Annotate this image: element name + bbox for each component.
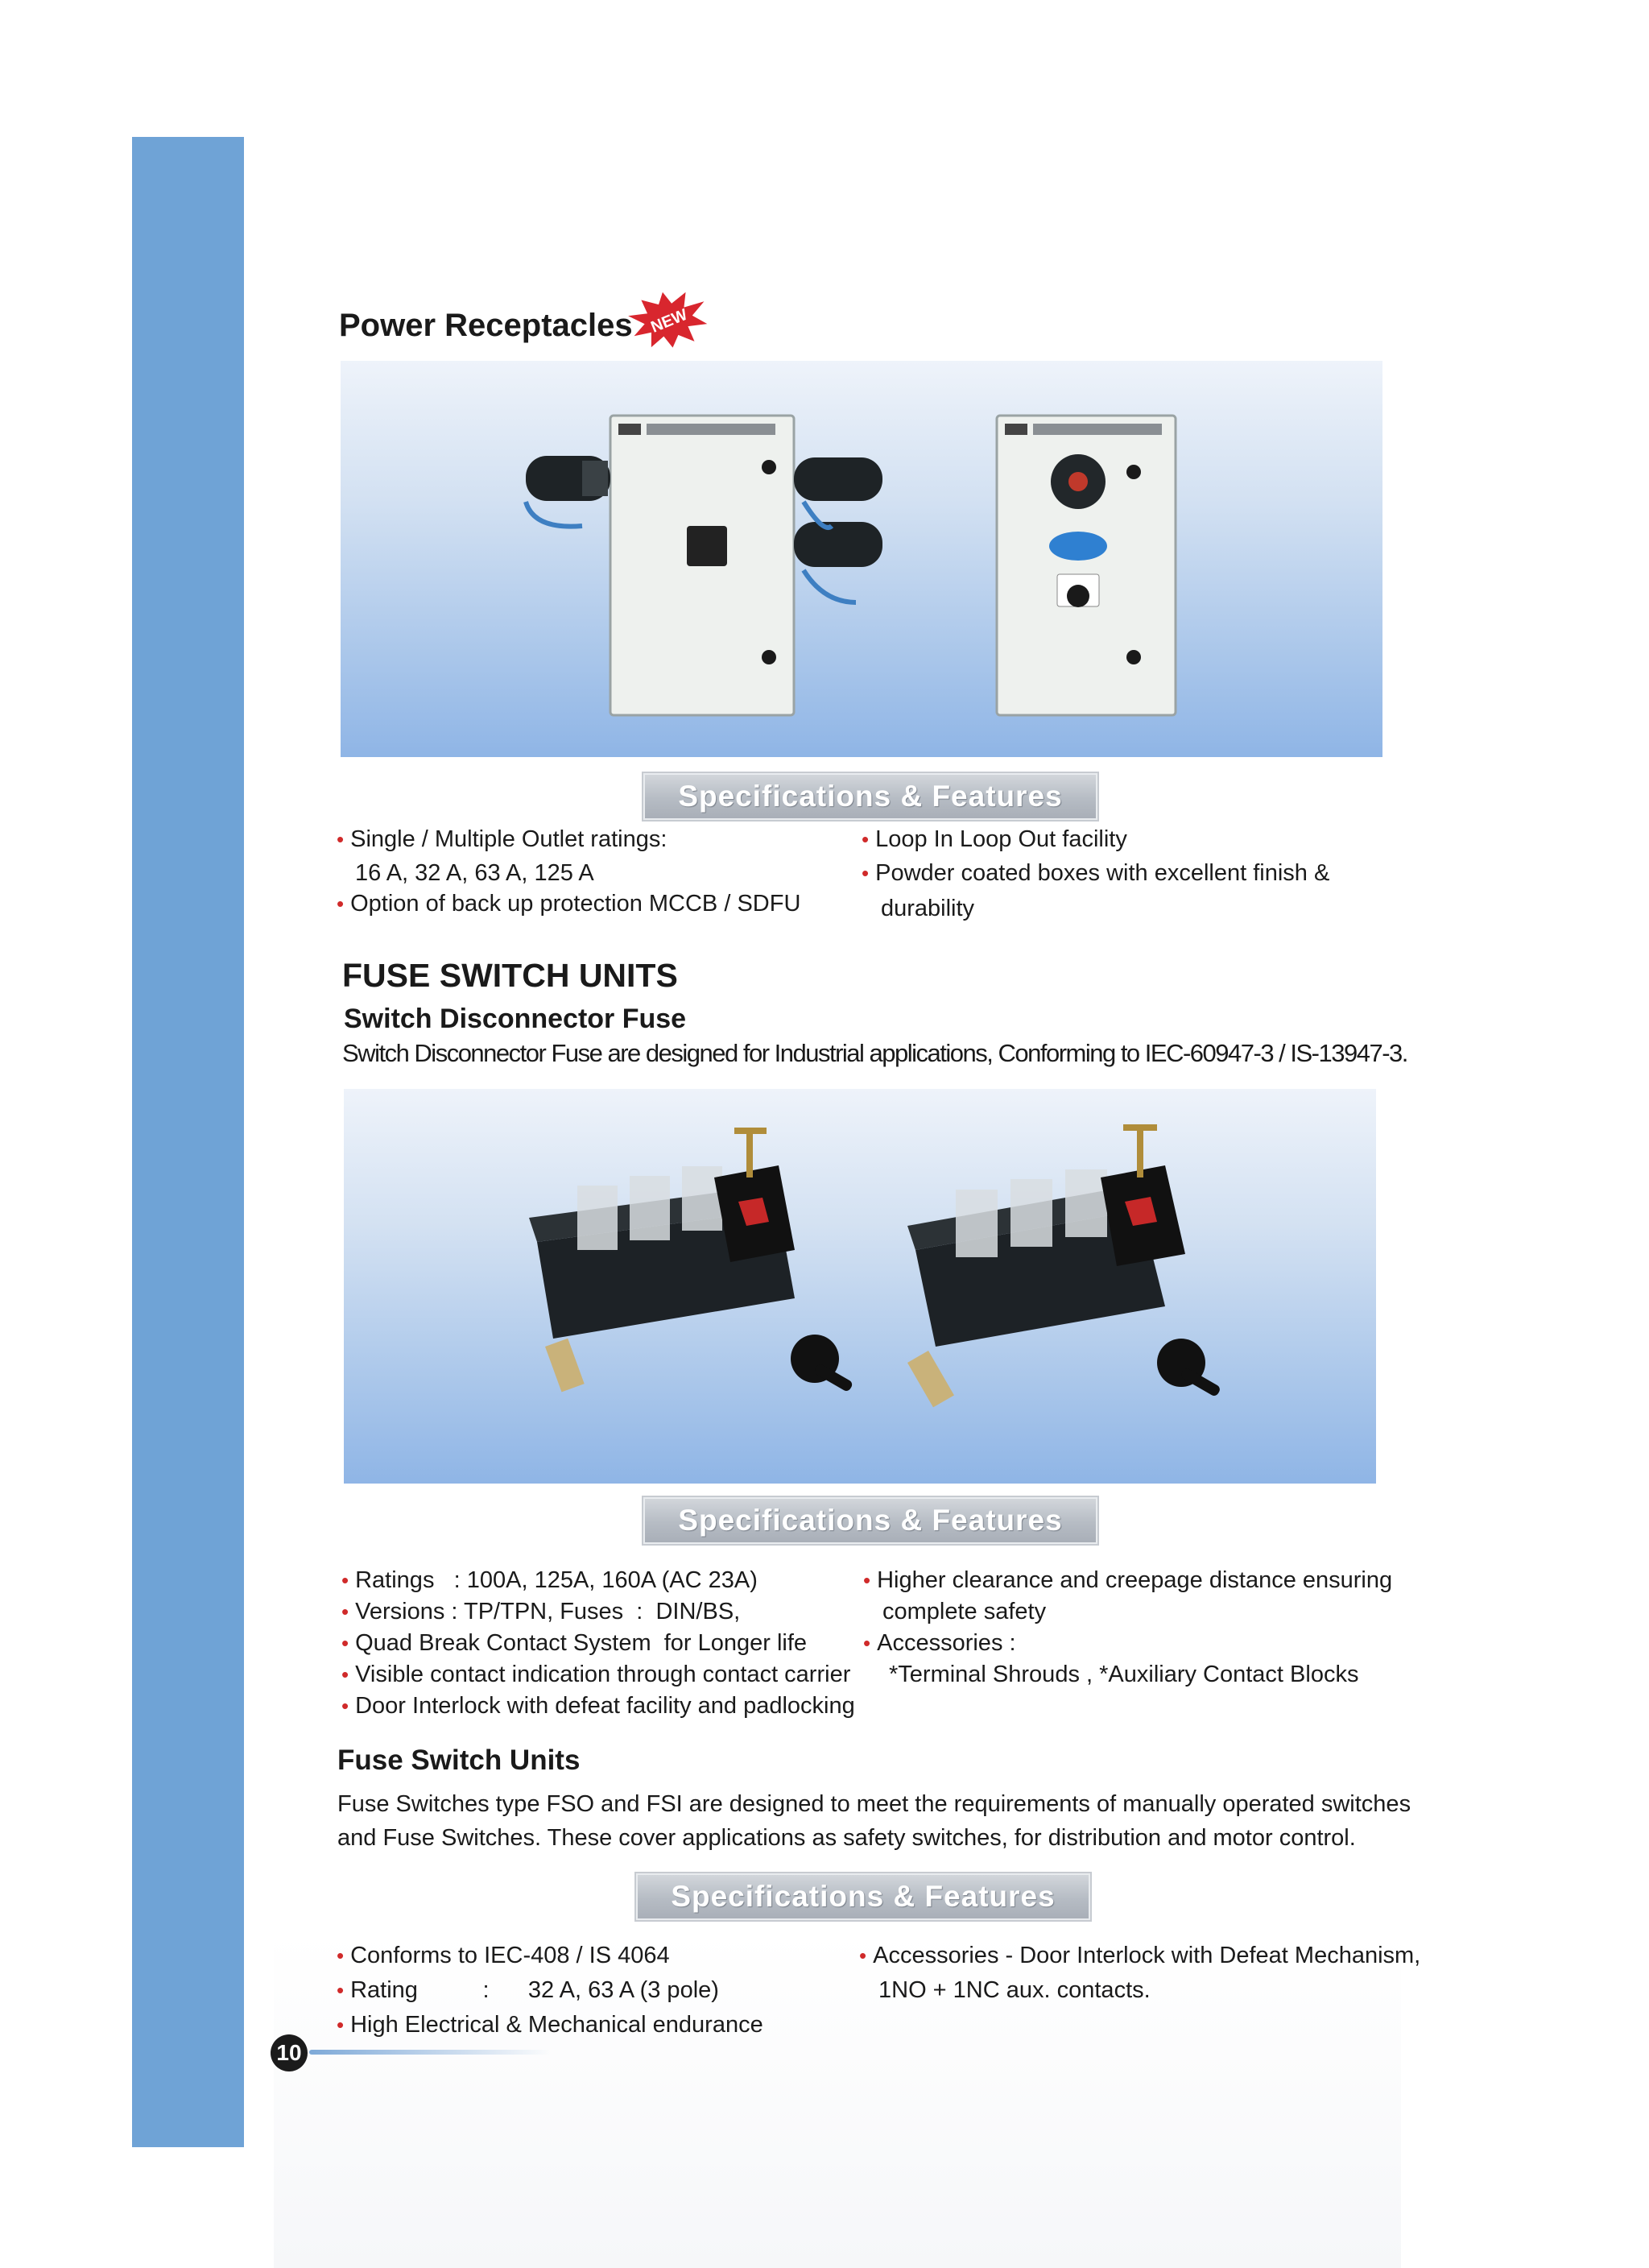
fuse-switch-units-heading: FUSE SWITCH UNITS [342, 957, 678, 994]
bullet-icon: • [863, 1568, 871, 1592]
sd-left-item-2: • Versions : TP/TPN, Fuses : DIN/BS, [341, 1599, 741, 1624]
bullet-icon: • [337, 1978, 345, 2002]
page-number: 10 [271, 2034, 308, 2071]
power-receptacles-photo [341, 361, 1382, 757]
switch-disconnector-description: Switch Disconnector Fuse are designed for Industrial applications, Conforming to IEC-60947-3 / IS-13947-3. [342, 1039, 1407, 1067]
sd-right-item-1: • Higher clearance and creepage distance ensuring [863, 1567, 1393, 1593]
bullet-icon: • [337, 2013, 345, 2037]
pr-left-item-1: • Single / Multiple Outlet ratings: [337, 826, 667, 852]
pr-right-item-2-cont: durability [881, 896, 975, 921]
fs-right-item-1: • Accessories - Door Interlock with Defeat Mechanism, [859, 1943, 1421, 1968]
bullet-icon: • [863, 1631, 871, 1655]
fuse-switch-units-description-1: Fuse Switches type FSO and FSI are designed to meet the requirements of manually operated switches [337, 1791, 1411, 1817]
sd-left-item-4: • Visible contact indication through contact carrier [341, 1662, 851, 1687]
switch-disconnector-photo [344, 1089, 1376, 1484]
fs-left-item-3: • High Electrical & Mechanical endurance [337, 2012, 763, 2038]
power-receptacles-spec-heading: Specifications & Features [643, 773, 1097, 820]
bullet-icon: • [337, 1943, 345, 1968]
sd-left-item-5: • Door Interlock with defeat facility and padlocking [341, 1693, 855, 1719]
new-badge-text: NEW [648, 305, 690, 337]
switch-disconnector-illustration [344, 1089, 1376, 1484]
fs-left-item-2: • Rating : 32 A, 63 A (3 pole) [337, 1977, 719, 2003]
fs-right-item-1-cont: 1NO + 1NC aux. contacts. [878, 1977, 1151, 2003]
sd-right-item-1-cont: complete safety [882, 1599, 1047, 1624]
fuse-switch-units-title: Fuse Switch Units [337, 1744, 581, 1776]
fs-left-item-1: • Conforms to IEC-408 / IS 4064 [337, 1943, 670, 1968]
new-starburst-icon [628, 290, 709, 348]
sd-left-item-1: • Ratings : 100A, 125A, 160A (AC 23A) [341, 1567, 758, 1593]
bullet-icon: • [862, 861, 870, 885]
power-receptacles-illustration [341, 361, 1382, 757]
bullet-icon: • [341, 1631, 349, 1655]
bullet-icon: • [862, 827, 870, 851]
sd-right-item-2: • Accessories : [863, 1630, 1016, 1656]
sd-left-item-3: • Quad Break Contact System for Longer life [341, 1630, 808, 1656]
bullet-icon: • [859, 1943, 867, 1968]
pr-right-item-2: • Powder coated boxes with excellent finish & [862, 860, 1330, 886]
pr-right-item-1: • Loop In Loop Out facility [862, 826, 1127, 852]
pr-left-item-2: • Option of back up protection MCCB / SDFU [337, 891, 801, 917]
power-receptacles-title: Power Receptacles [339, 308, 633, 343]
side-bar [132, 137, 244, 2147]
fuse-switch-units-description-2: and Fuse Switches. These cover applications as safety switches, for distribution and motor control. [337, 1825, 1356, 1851]
switch-disconnector-spec-heading: Specifications & Features [643, 1497, 1097, 1544]
bullet-icon: • [337, 892, 345, 916]
bullet-icon: • [341, 1694, 349, 1718]
page-number-rule [309, 2050, 551, 2055]
bullet-icon: • [337, 827, 345, 851]
switch-disconnector-subtitle: Switch Disconnector Fuse [344, 1004, 687, 1034]
sd-right-item-2-cont: *Terminal Shrouds , *Auxiliary Contact Blocks [889, 1662, 1359, 1687]
bullet-icon: • [341, 1600, 349, 1624]
fuse-switch-units-spec-heading: Specifications & Features [636, 1873, 1090, 1920]
pr-left-item-1-cont: 16 A, 32 A, 63 A, 125 A [355, 860, 594, 886]
bullet-icon: • [341, 1568, 349, 1592]
bullet-icon: • [341, 1662, 349, 1687]
